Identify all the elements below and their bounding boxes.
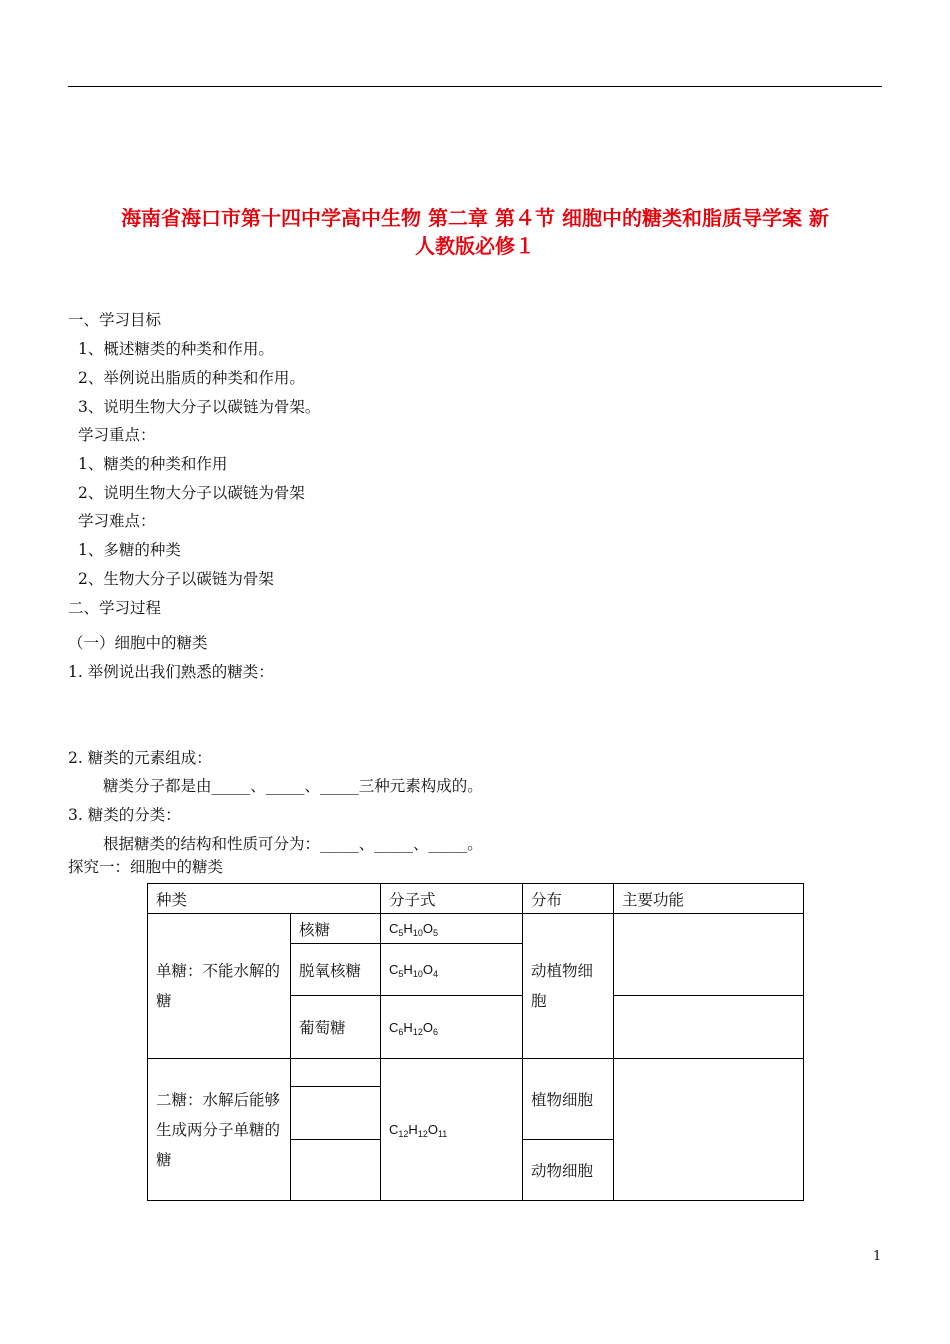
mono-function-2 <box>614 996 804 1059</box>
glucose-name: 葡萄糖 <box>291 996 381 1059</box>
deoxyribose-formula: $C_5H_{10}O_4$ <box>381 944 523 996</box>
subsection-heading: （一）细胞中的糖类 <box>68 634 208 652</box>
ribose-name: 核糖 <box>291 914 381 944</box>
question-2: 2. 糖类的元素组成： <box>68 749 212 767</box>
table-row <box>148 1059 804 1087</box>
question-2-body: 糖类分子都是由_____、_____、_____三种元素构成的。 <box>103 777 483 795</box>
page-number: 1 <box>873 1249 882 1264</box>
section2-heading: 二、学习过程 <box>68 599 162 617</box>
mono-distribution: 动植物细胞 <box>523 914 614 1059</box>
header-distribution: 分布 <box>523 884 614 914</box>
di-function <box>614 1059 804 1201</box>
header-type: 种类 <box>148 884 381 914</box>
mono-label: 单糖：不能水解的糖 <box>148 914 291 1059</box>
di-label: 二糖：水解后能够生成两分子单糖的糖 <box>148 1059 291 1201</box>
header-rule <box>68 86 882 87</box>
di-distribution-animal: 动物细胞 <box>523 1140 614 1201</box>
table-row <box>148 914 804 944</box>
di-name-3 <box>291 1140 381 1201</box>
key-1: 1、糖类的种类和作用 <box>78 455 228 473</box>
ribose-formula: $C_5H_{10}O_5$ <box>381 914 523 944</box>
deoxyribose-name: 脱氧核糖 <box>291 944 381 996</box>
key-2: 2、说明生物大分子以碳链为骨架 <box>78 484 305 502</box>
question-3-body: 根据糖类的结构和性质可分为：_____、_____、_____。 <box>103 835 483 853</box>
mono-function-1 <box>614 914 804 996</box>
key-heading: 学习重点： <box>78 426 156 444</box>
difficulty-2: 2、生物大分子以碳链为骨架 <box>78 570 274 588</box>
title-line-2: 人教版必修１ <box>415 234 535 258</box>
difficulty-1: 1、多糖的种类 <box>78 541 181 559</box>
difficulty-heading: 学习难点： <box>78 512 156 530</box>
header-function: 主要功能 <box>614 884 804 914</box>
document-title <box>68 204 882 260</box>
di-distribution-plant: 植物细胞 <box>523 1059 614 1140</box>
goal-1: 1、概述糖类的种类和作用。 <box>78 340 274 358</box>
question-3: 3. 糖类的分类： <box>68 806 181 824</box>
di-name-2 <box>291 1087 381 1140</box>
sugar-table <box>147 883 804 1201</box>
di-formula: $C_{12}H_{12}O_{11}$ <box>381 1059 523 1201</box>
glucose-formula: $C_6H_{12}O_6$ <box>381 996 523 1059</box>
title-line-1: 海南省海口市第十四中学高中生物 第二章 第４节 细胞中的糖类和脂质导学案 新 <box>121 206 829 230</box>
explore-heading: 探究一：细胞中的糖类 <box>68 858 224 876</box>
di-name-1 <box>291 1059 381 1087</box>
table-header-row <box>148 884 804 914</box>
header-formula: 分子式 <box>381 884 523 914</box>
goal-2: 2、举例说出脂质的种类和作用。 <box>78 369 305 387</box>
goal-3: 3、说明生物大分子以碳链为骨架。 <box>78 398 321 416</box>
section1-heading: 一、学习目标 <box>68 311 162 329</box>
question-1: 1. 举例说出我们熟悉的糖类： <box>68 663 274 681</box>
